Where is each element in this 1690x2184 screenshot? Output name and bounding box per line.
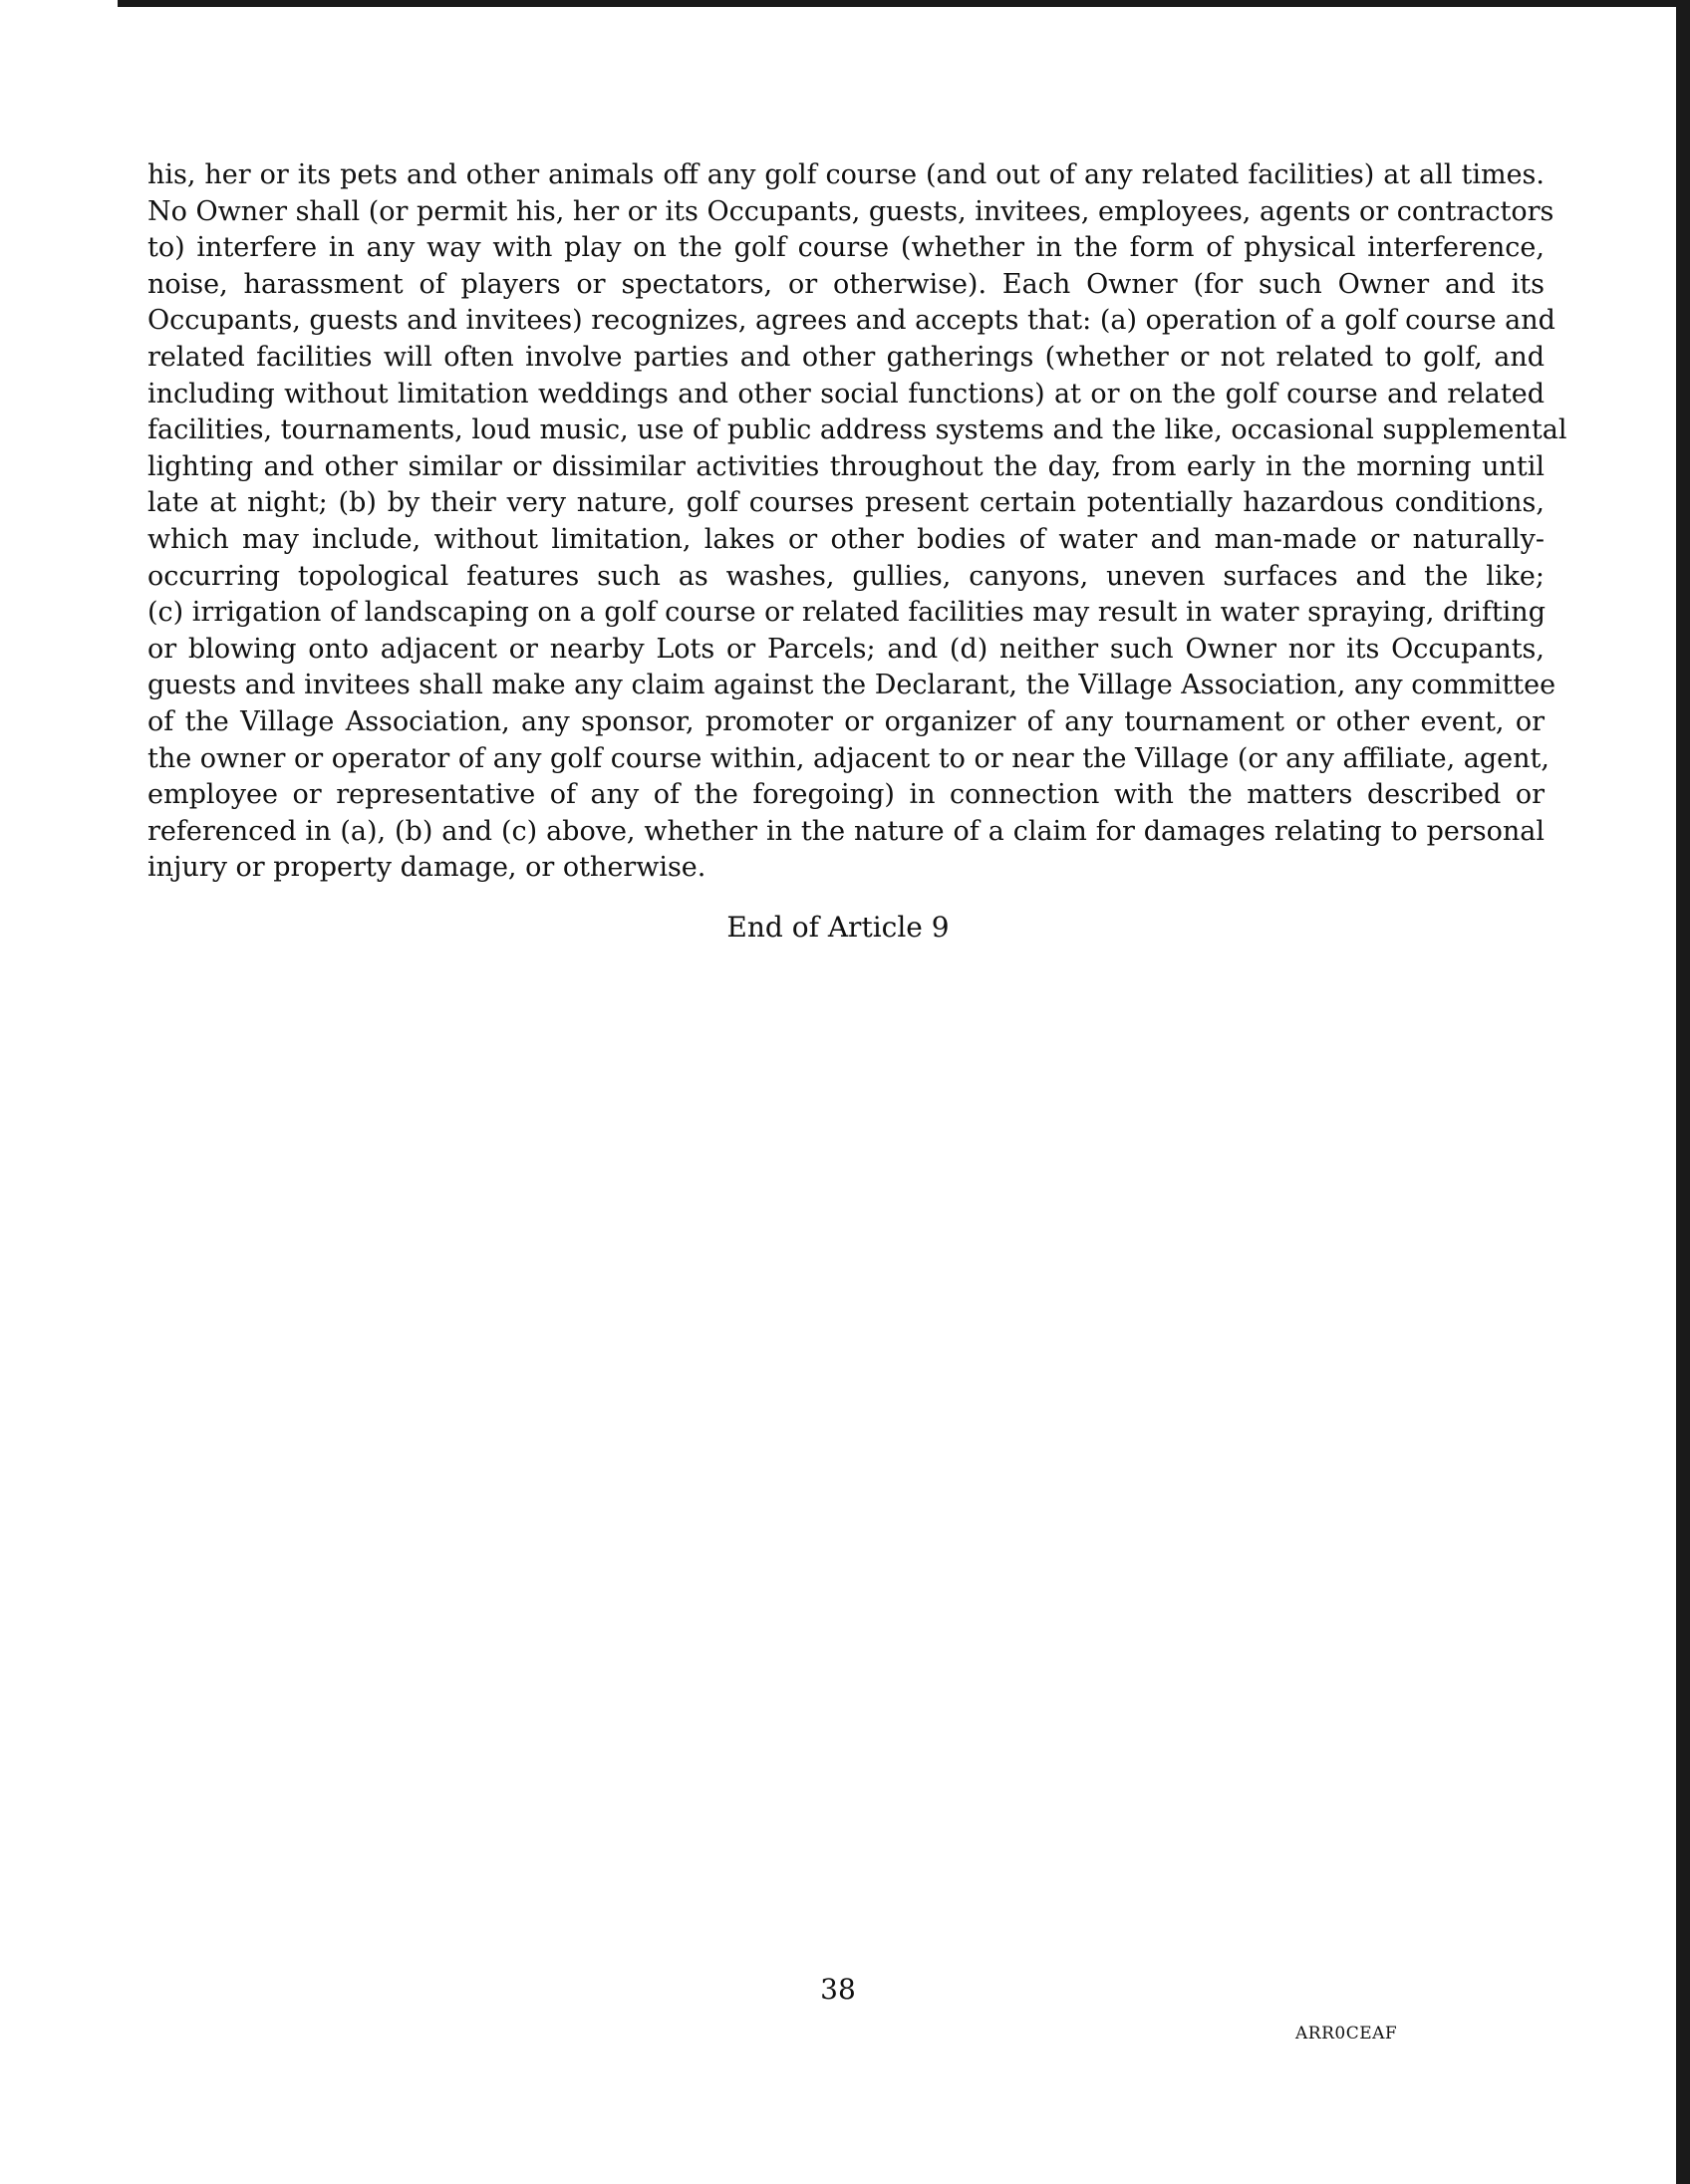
paragraph-line: his, her or its pets and other animals off any golf course (and out of any related facilities) at all times. bbox=[147, 159, 1545, 190]
paragraph-line: related facilities will often involve parties and other gatherings (whether or not related to golf, and bbox=[147, 341, 1545, 373]
paragraph-line: Occupants, guests and invitees) recognizes, agrees and accepts that: (a) operation of a golf course and bbox=[147, 305, 1555, 337]
paragraph-line: late at night; (b) by their very nature, golf courses present certain potentially hazardous conditions, bbox=[147, 487, 1545, 519]
paragraph-line: employee or representative of any of the foregoing) in connection with the matters described or bbox=[147, 779, 1545, 811]
paragraph-line: occurring topological features such as washes, gullies, canyons, uneven surfaces and the like; bbox=[147, 560, 1545, 592]
paragraph-line: injury or property damage, or otherwise. bbox=[147, 852, 706, 884]
scan-top-edge bbox=[118, 0, 1690, 7]
document-code: ARR0CEAF bbox=[1295, 2024, 1398, 2044]
page-number: 38 bbox=[820, 1973, 856, 2006]
paragraph-line: including without limitation weddings and other social functions) at or on the golf course and related bbox=[147, 378, 1545, 410]
paragraph-line: lighting and other similar or dissimilar activities throughout the day, from early in the morning until bbox=[147, 450, 1545, 482]
paragraph-line: of the Village Association, any sponsor, promoter or organizer of any tournament or other event, or bbox=[147, 705, 1545, 737]
paragraph-line: to) interfere in any way with play on the golf course (whether in the form of physical interference, bbox=[147, 232, 1545, 264]
paragraph-line: guests and invitees shall make any claim against the Declarant, the Village Association, any committee bbox=[147, 670, 1556, 701]
paragraph-line: (c) irrigation of landscaping on a golf course or related facilities may result in water spraying, drifting bbox=[147, 597, 1546, 629]
paragraph-line: the owner or operator of any golf course within, adjacent to or near the Village (or any affiliate, agent, bbox=[147, 742, 1549, 774]
paragraph-line: facilities, tournaments, loud music, use of public address systems and the like, occasional supplemental bbox=[147, 414, 1567, 446]
paragraph-line: noise, harassment of players or spectators, or otherwise). Each Owner (for such Owner and its bbox=[147, 268, 1545, 300]
paragraph-line: referenced in (a), (b) and (c) above, whether in the nature of a claim for damages relating to personal bbox=[147, 815, 1545, 847]
scan-right-edge bbox=[1676, 0, 1690, 2184]
body-paragraph bbox=[147, 157, 1567, 887]
paragraph-line: No Owner shall (or permit his, her or its Occupants, guests, invitees, employees, agents or contractors bbox=[147, 195, 1554, 227]
end-of-article-note: End of Article 9 bbox=[726, 911, 950, 944]
paragraph-line: which may include, without limitation, lakes or other bodies of water and man-made or naturally- bbox=[147, 523, 1545, 555]
paragraph-line: or blowing onto adjacent or nearby Lots or Parcels; and (d) neither such Owner nor its Occupants, bbox=[147, 633, 1545, 665]
